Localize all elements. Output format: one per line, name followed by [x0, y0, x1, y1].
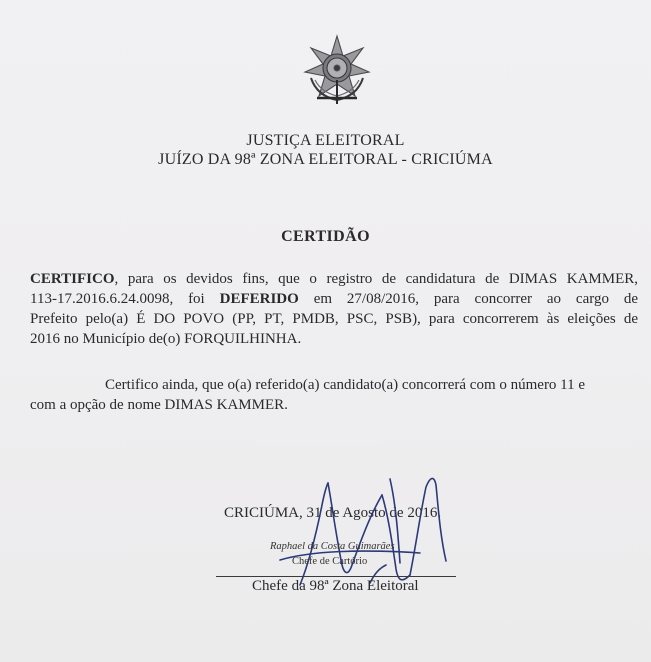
place-date-line: CRICIÚMA, 31 de Agosto de 2016.	[224, 505, 442, 521]
certifico-lead: CERTIFICO	[30, 271, 115, 287]
signatory-name: Raphael da Costa Guimarães	[270, 541, 395, 552]
court-name: JUSTIÇA ELEITORAL	[246, 132, 405, 149]
paragraph-line: 2016 no Município de(o) FORQUILHINHA.	[30, 331, 302, 347]
paragraph-line: com a opção de nome DIMAS KAMMER.	[30, 397, 288, 413]
certification-paragraph	[30, 269, 638, 349]
coat-of-arms-emblem	[301, 34, 373, 106]
additional-paragraph	[30, 375, 638, 415]
signature-footer: Chefe da 98ª Zona Eleitoral	[252, 578, 419, 594]
document-title: CERTIDÃO	[281, 228, 370, 245]
signature-rule	[216, 576, 456, 577]
paragraph-line: CERTIFICO, para os devidos fins, que o registro de candidatura de DIMAS KAMMER,	[30, 271, 638, 287]
paragraph-line: 113-17.2016.6.24.0098, foi DEFERIDO em 27/08/2016, para concorrer ao cargo de	[30, 291, 639, 307]
paragraph-line: Prefeito pelo(a) É DO POVO (PP, PT, PMDB, PSC, PSB), para concorrerem às eleições de	[30, 311, 638, 327]
deferido-status: DEFERIDO	[219, 291, 299, 307]
signatory-role: Chefe de Cartório	[292, 556, 368, 567]
zone-name: JUÍZO DA 98ª ZONA ELEITORAL - CRICIÚMA	[158, 151, 493, 168]
paragraph-line: Certifico ainda, que o(a) referido(a) candidato(a) concorrerá com o número 11 e	[105, 377, 586, 393]
